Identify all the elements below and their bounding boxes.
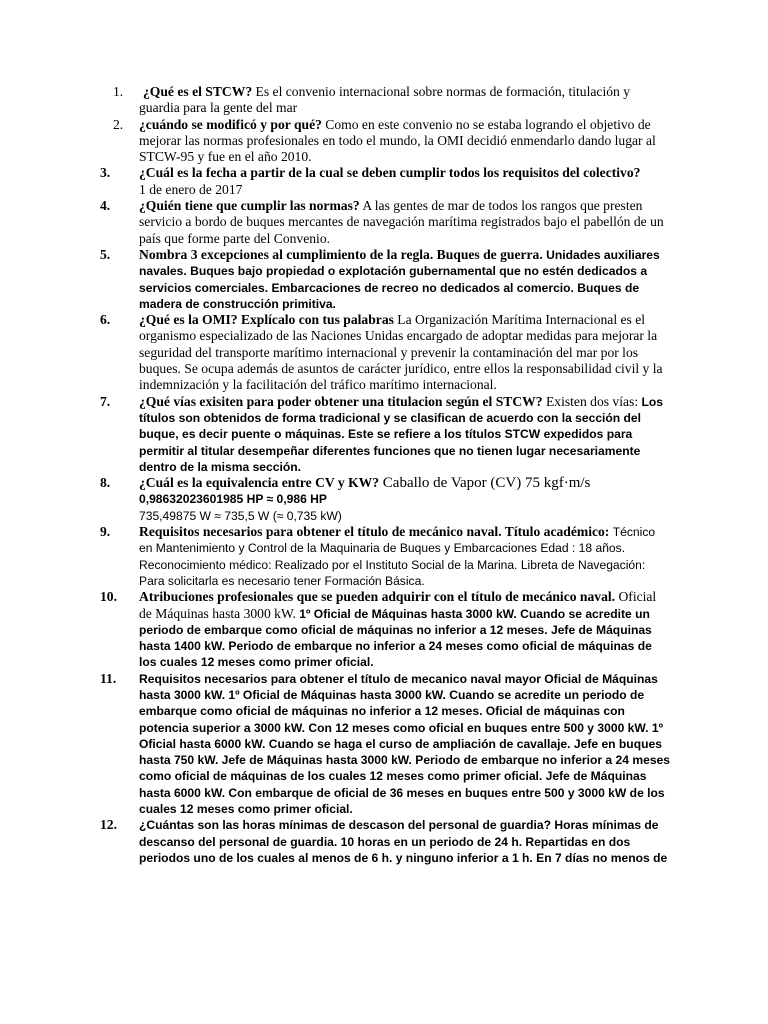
conversion-hp-approx: 5 HP ≈ 0,986 HP [236,492,327,507]
question-text: Nombra 3 excepciones al cumplimiento de la regla. Buques de guerra. [139,246,543,262]
answer-text: Es el convenio internacional sobre normas de formación, titulación y guardia para la gente del mar [139,84,631,116]
question-text: ¿Qué es el STCW? [143,84,253,99]
question-text: ¿Qué vías exisiten para poder obtener una titulacion según el STCW? [139,393,543,409]
answer-text: 10 horas en un periodo de 24 h. Repartidas en dos periodos uno de los cuales al menos de 6 h. y ninguno inferior a 1 h. En 7 días no menos de [139,834,668,865]
question-text: Requisitos necesarios para obtener el título de mecánico naval. Título académico: [139,524,610,540]
question-text: Atribuciones profesionales que se pueden adquirir con el título de mecánico naval. [139,589,616,605]
item-number: 10. [100,589,117,605]
item-number: 8. [100,475,111,491]
answer-text: 1 de enero de 2017 [139,181,243,197]
question-text: ¿Cuántas son las horas mínimas de descason del personal de guardia? Horas mínimas de descanso del personal de guardia. [139,818,659,849]
item-number: 1. [113,84,124,99]
conversion-watts: 735,49875 W ≈ 735,5 W (≈ 0,735 kW) [139,508,342,523]
item-number: 12. [100,817,117,833]
list-item [100,117,670,166]
list-item [100,84,670,117]
list-item [100,165,670,198]
item-number: 9. [100,524,111,540]
item-number: 11. [100,670,117,686]
answer-detail: Los títulos son obtenidos de forma tradicional y se clasifican de acuerdo con la sección del buque, es decir puente o máquinas. Este se refiere a los títulos STCW expedidos para permitir al titular desempeñar diferentes funciones que no tienen lugar necesariamente dentro de la misma sección. [139,394,664,474]
item-number: 3. [100,165,111,181]
answer-text: Caballo de Vapor (CV) 75 kgf·m/s [379,475,591,492]
item-number: 5. [100,246,111,262]
conversion-hp: 0,9863202360198 [139,492,237,507]
answer-text: Técnico en Mantenimiento y Control de la Maquinaria de Buques y Embarcaciones Edad : 18 años. Reconocimiento médico: Realizado por el Instituto Social de la Marina. Libreta de Navegación: Para solicitarla es necesario tener Formación Básica. [139,525,656,588]
question-list [100,84,670,866]
question-text: ¿Cuál es la fecha a partir de la cual se deben cumplir todos los requisitos del colectivo? [139,165,641,181]
list-item [100,671,670,818]
question-text: ¿cuándo se modificó y por qué? [139,116,322,132]
answer-text: 1º Oficial de Máquinas hasta 3000 kW. Cuando se acredite un periodo de embarque como oficial de máquinas no inferior a 12 meses. Oficial de máquinas con potencia superior a 3000 kW. Con 12 meses como oficial en buques entre 500 y 3000 kW. 1º Oficial hasta 6000 kW. Cuando se haga el curso de ampliación de cavallaje. Jefe en buques hasta 750 kW. Jefe de Máquinas hasta 3000 kW. Periodo de embarque no inferior a 24 meses como oficial de máquinas de los cuales 12 meses como primer oficial. Jefe de Máquinas hasta 6000 kW. Con embarque de oficial de 36 meses en buques entre 500 y 3000 kW de los cuales 12 meses como primer oficial. [139,687,670,817]
list-item [100,475,670,524]
item-number: 2. [113,116,124,132]
question-text: ¿Quién tiene que cumplir las normas? [139,198,360,214]
question-text: ¿Cuál es la equivalencia entre CV y KW? [139,475,380,491]
item-number: 6. [100,312,111,328]
list-item [100,589,670,670]
list-item [100,312,670,393]
question-text: Requisitos necesarios para obtener el título de mecanico naval mayor Oficial de Máquinas hasta 3000 kW. [139,671,658,702]
list-item [100,817,670,866]
answer-text: Existen dos vías: [542,393,639,409]
list-item [100,394,670,475]
answer-text: Como en este convenio no se estaba logrando el objetivo de mejorar las normas profesionales en todo el mundo, la OMI decidió enmendarlo dando lugar al STCW-95 y fue en el año 2010. [139,116,656,165]
answer-text: Oficial de Máquinas hasta 3000 kW. [139,589,657,621]
list-item [100,247,670,312]
answer-detail: 1º Oficial de Máquinas hasta 3000 kW. Cuando se acredite un periodo de embarque como oficial de máquinas no inferior a 12 meses. Jefe de Máquinas hasta 1400 kW. Periodo de embarque no inferior a 24 meses como oficial de máquinas de los cuales 12 meses como primer oficial. [139,606,652,670]
question-text: ¿Qué es la OMI? Explícalo con tus palabras [139,312,394,328]
item-number: 4. [100,198,111,214]
answer-text: A las gentes de mar de todos los rangos que presten servicio a bordo de buques mercantes de navegación marítima registrados bajo el pabellón de un país que forme parte del Convenio. [139,198,664,246]
answer-text: Unidades auxiliares navales. Buques bajo propiedad o explotación gubernamental que no estén dedicados a servicios comerciales. Embarcaciones de recreo no dedicados al comercio. Buques de madera de construcción primitiva. [139,247,660,311]
answer-text: La Organización Marítima Internacional es el organismo especializado de las Naciones Unidas encargado de adoptar medidas para mejorar la seguridad del transporte marítimo internacional y prevenir la contaminación del mar por los buques. Se ocupa además de asuntos de carácter jurídico, entre ellos la responsabilidad civil y la indemnización y la facilitación del tráfico marítimo internacional. [139,312,663,393]
item-number: 7. [100,393,111,409]
list-item [100,524,670,589]
list-item [100,198,670,247]
